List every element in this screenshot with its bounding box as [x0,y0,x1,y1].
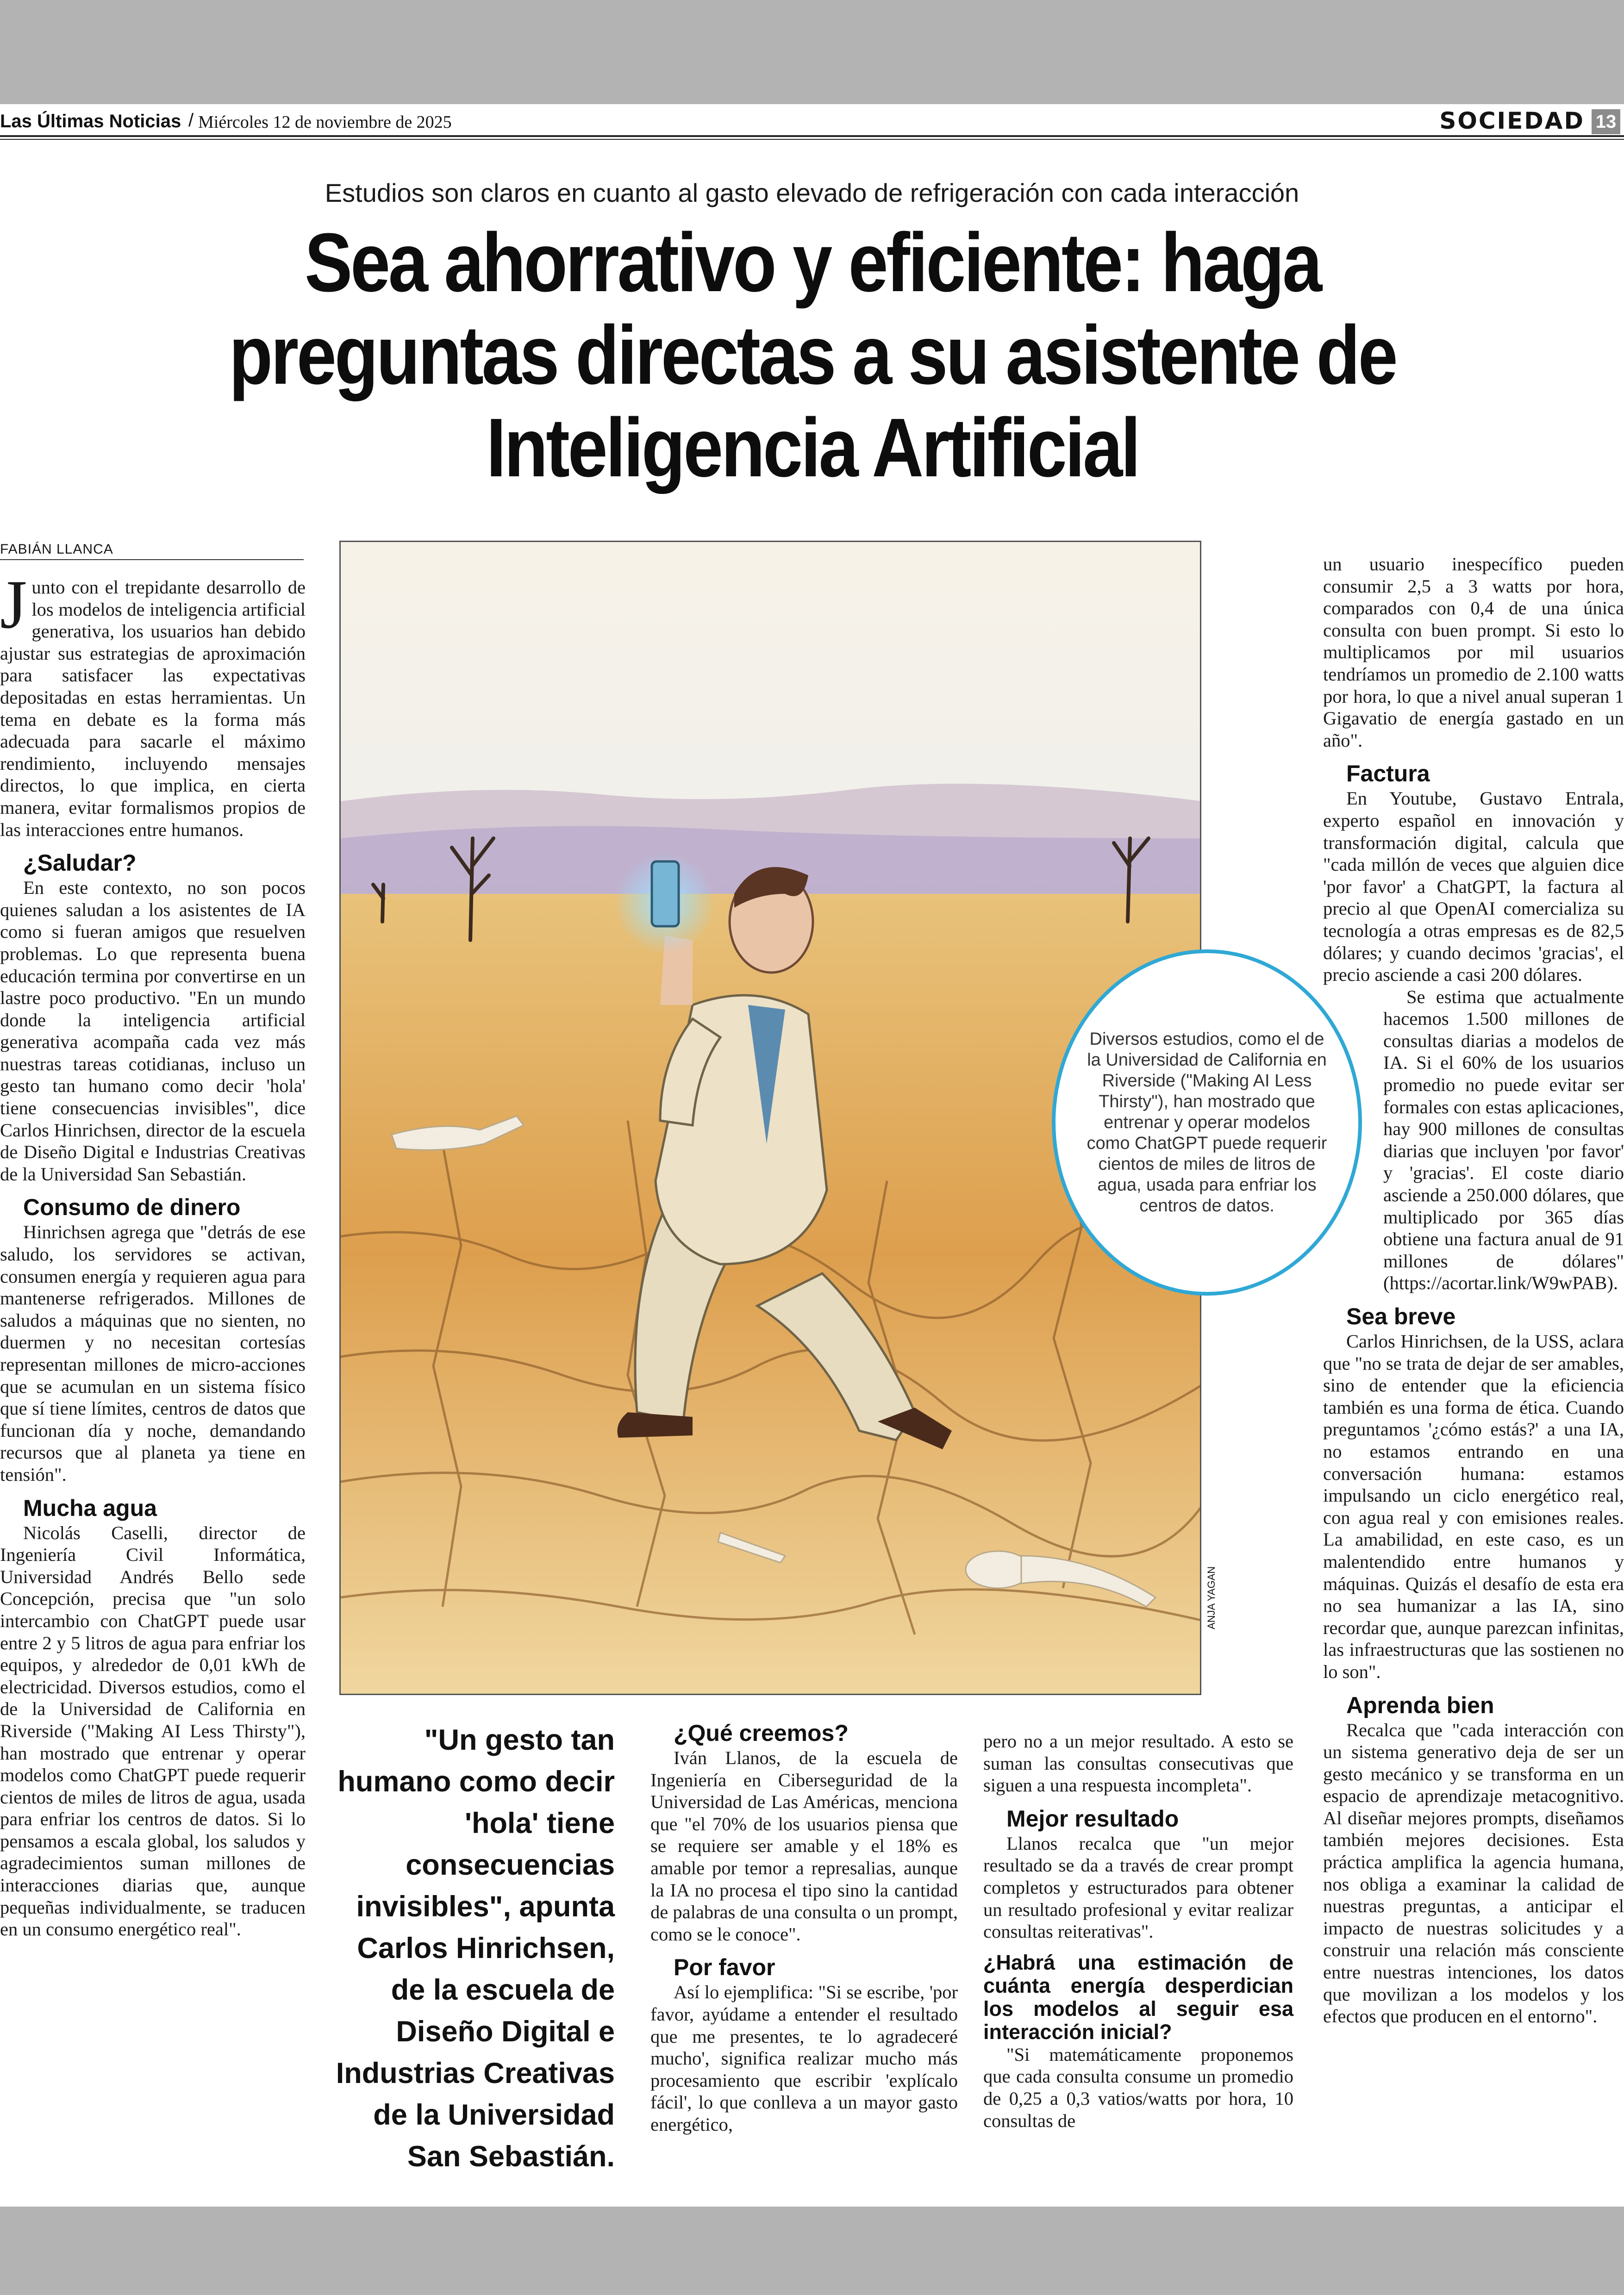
subhead-breve: Sea breve [1346,1303,1456,1329]
paragraph: Nicolás Caselli, director de Ingeniería Civil Informática, Universidad Andrés Bello sede Concepción, precisa que "un solo intercambio con ChatGPT puede usar entre 2 y 5 litros de agua para enfriar los equipos, y alrededor de 0,01 kWh de electricidad. Diversos estudios, como el de la Universidad de California en Riverside ("Making AI Less Thirsty"), han mostrado que entrenar y operar modelos como ChatGPT puede requerir cientos de miles de litros de agua, usada para enfriar los centros de datos. Si lo pensamos a escala global, los saludos y agradecimientos suman millones de interacciones diarias que, aunque pequeñas individualmente, se traducen en un consumo energético real". [0,1522,306,1940]
paragraph: Así lo ejemplifica: "Si se escribe, 'por favor, ayúdame a entender el resultado que me presentes, te lo agradeceré mucho', significa realizar mucho más procesamiento que escribir 'explícalo fácil', lo que conlleva a un mayor gasto energético, [650,1982,958,2135]
kicker: Estudios son claros en cuanto al gasto elevado de refrigeración con cada interacción [325,178,1299,207]
paragraph: Recalca que "cada interacción con un sistema generativo deja de ser un gesto mecánico y se transforma en un espacio de aprendizaje metacognitivo. Al diseñar mejores prompts, diseñamos también mejores decisiones. Esta práctica amplifica la agencia humana, nos obliga a examinar la calidad de nuestras preguntas, a anticipar el impacto de nuestras solicitudes y a construir una relación más consciente entre nuestras intenciones, los datos que movilizan a los modelos y los efectos que producen en el entorno". [1323,1719,1624,2027]
headline-line: Sea ahorrativo y eficiente: haga [305,216,1320,309]
subhead-creemos: ¿Qué creemos? [674,1720,849,1746]
paragraph: Iván Llanos, de la escuela de Ingeniería en Ciberseguridad de la Universidad de Las Américas, menciona que "el 70% de los usuarios piensa que se requiere ser amable y el 18% es amable por temor a represalias, aunque la IA no procesa el tipo sino la cantidad de palabras de una consulta o un prompt, como se le conoce". [650,1747,958,1945]
callout-circle [1052,949,1362,1296]
byline: FABIÁN LLANCA [0,542,113,557]
column-bottom-middle [650,1719,958,2136]
paragraph: Hinrichsen agrega que "detrás de ese saludo, los servidores se activan, consumen energía y requieren agua para mantenerse refrigerados. Millones de saludos a máquinas que no sienten, no duermen y no necesitan cortesías representan millones de micro-acciones que se acumulan en un sistema físico que sí tiene límites, centros de datos que funcionan día y noche, demandando recursos que al planeta ya tiene en tensión". [0,1222,306,1485]
issue-date: Miércoles 12 de noviembre de 2025 [198,112,452,132]
headline-line: preguntas directas a su asistente de [229,309,1396,402]
column-right [1323,553,1624,2027]
subhead-consumo: Consumo de dinero [23,1194,241,1221]
header-rule [0,135,1624,137]
paragraph: Se estima que actualmente hacemos 1.500 millones de consultas diarias a modelos de IA. Si el 60% de los usuarios promedio no puede evitar ser formales con estas aplicaciones, hay 900 millones de consultas diarias que incluyen 'por favor' y 'gracias'. El coste diario asciende a 250.000 dólares, que multiplicado por 365 días obtiene una factura anual de 91 millones de dólares" (https://acortar.link/W9wPAB). [1383,986,1624,1294]
paragraph: Carlos Hinrichsen, de la USS, aclara que "no se trata de dejar de ser amables, sino de entender que la eficiencia también es una forma de ética. Cuando preguntamos '¿cómo estás?' a una IA, no estamos entrando en una conversación humana: estamos impulsando un ciclo energético real, con agua real y con emisiones reales. La amabilidad, en este caso, es un malentendido entre humanos y máquinas. Quizás el desafío de esta era no sea humanizar a las IA, sino recordar que, aunque parezcan infinitas, las infraestructuras que las sostienen no lo son". [1323,1331,1624,1682]
paragraph: un usuario inespecífico pueden consumir 2,5 a 3 watts por hora, comparados con 0,4 de una única consulta con buen prompt. Si esto lo multiplicamos por mil usuarios tendríamos un promedio de 2.100 watts por hora, lo que a nivel anual superan 1 Gigavatio de energía gastado en un año". [1323,554,1624,751]
paragraph: pero no a un mejor resultado. A esto se suman las consultas consecutivas que siguen a una respuesta incompleta". [983,1731,1293,1796]
subhead-mejor: Mejor resultado [1006,1805,1179,1832]
subhead-saludar: ¿Saludar? [23,850,137,876]
page-number: 13 [1592,109,1620,134]
subhead-favor: Por favor [674,1954,775,1981]
pull-quote: "Un gesto tan humano como decir 'hola' tiene consecuencias invisibles", apunta Carlos Hinrichsen, de la escuela de Diseño Digital e Industrias Creativas de la Universidad San Sebastián. [336,1724,615,2173]
masthead-separator: / [188,110,194,131]
intro-paragraph [0,566,306,841]
byline-rule [0,559,304,560]
masthead [0,107,1624,136]
header-rule-thin [0,139,1624,140]
subhead-factura: Factura [1346,761,1430,787]
drop-cap: J [0,566,27,643]
column-bottom-right [983,1730,1293,2132]
paragraph: En Youtube, Gustavo Entrala, experto español en innovación y transformación digital, calcula que "cada millón de veces que alguien dice 'por favor' a ChatGPT, la factura al precio al que OpenAI comercializa su tecnología a otras empresas es de 82,5 dólares; y cuando decimos 'gracias', el precio asciende a casi 200 dólares. [1323,788,1624,985]
subhead-question: ¿Habrá una estimación de cuánta energía desperdician los modelos al seguir esa interacción inicial? [983,1950,1293,2044]
section-name: SOCIEDAD [1439,107,1585,134]
intro-text: unto con el trepidante desarrollo de los modelos de inteligencia artificial generativa, los usuarios han debido ajustar sus estrategias de aproximación para satisfacer las expectativas depositadas en estas herramientas. Un tema en debate es la forma más adecuada para sacarle el máximo rendimiento, incluyendo mensajes directos, lo que implica, en cierta manera, evitar formalismos propios de las interacciones entre humanos. [0,577,306,840]
paragraph: Llanos recalca que "un mejor resultado se da a través de crear prompt completos y estructurados para obtener un resultado profesional y evitar realizar consultas reiterativas". [983,1833,1293,1942]
subhead-aprenda: Aprenda bien [1346,1692,1494,1718]
headline [194,217,1432,494]
publication-name: Las Últimas Noticias [0,111,181,131]
photo-credit: ANJA YAGAN [1206,1566,1217,1629]
subhead-agua: Mucha agua [23,1495,157,1521]
callout-text: Diversos estudios, como el de la Universidad de California en Riverside ("Making AI Less Thirsty"), han mostrado que entrenar y operar modelos como ChatGPT puede requerir cientos de miles de litros de agua, usada para enfriar los centros de datos. [1087,1029,1327,1216]
headline-line: Inteligencia Artificial [486,401,1139,494]
paragraph: En este contexto, no son pocos quienes saludan a los asistentes de IA como si fueran amigos que resuelven problemas. Lo que representa buena educación termina por convertirse en un lastre poco productivo. "En un mundo donde la inteligencia artificial generativa acompaña cada vez más nuestras tareas cotidianas, incluso un gesto tan humano como decir 'hola' tiene consecuencias invisibles", dice Carlos Hinrichsen, director de la escuela de Diseño Digital e Industrias Creativas de la Universidad San Sebastián. [0,877,306,1185]
paragraph: "Si matemáticamente proponemos que cada consulta consume un promedio de 0,25 a 0,3 vatios/watts por hora, 10 consultas de [983,2044,1293,2131]
column-left [0,566,306,1940]
